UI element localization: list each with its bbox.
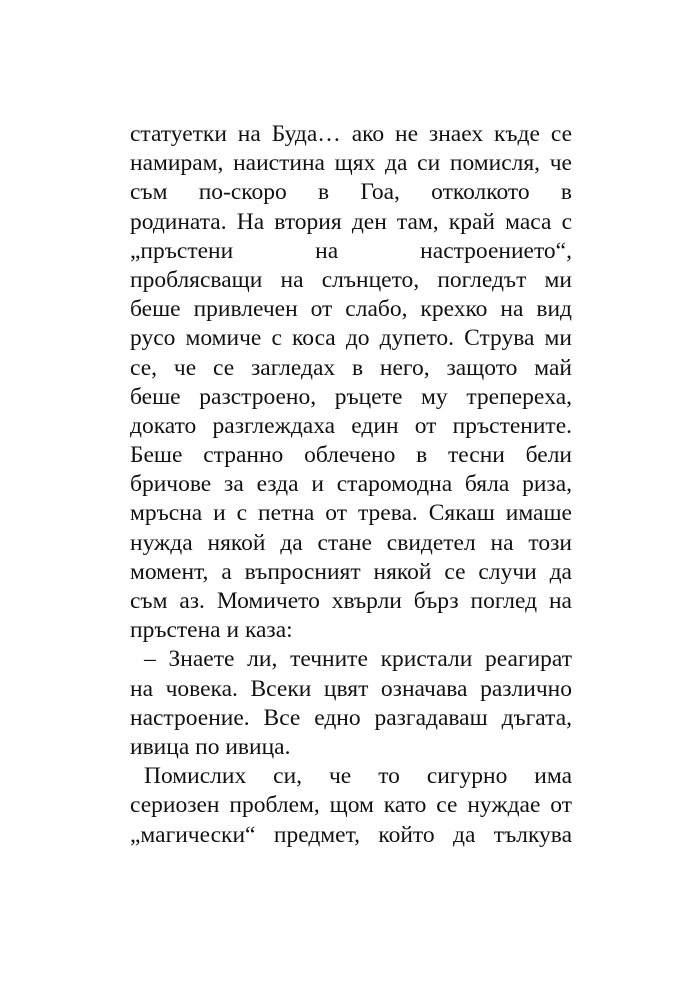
text-line: докато разглеждаха един от пръстените. [130,412,572,439]
text-line: Беше странно облечено в тесни бели [130,442,572,469]
text-line: Помислих си, че то сигурно има [144,763,572,790]
text-line: беше привлечен от слабо, крехко на вид [130,296,572,323]
text-line: съм по-скоро в Гоа, отколкото в [130,179,572,206]
text-line: родината. На втория ден там, край маса с [130,208,572,235]
body-text [130,120,572,850]
text-line: на човека. Всеки цвят означава различно [130,675,572,702]
text-line: момент, а въпросният някой се случи да [130,558,572,585]
text-line: сериозен проблем, щом като се нуждае от [130,792,572,819]
text-line: статуетки на Буда… ако не знаех къде се [130,121,572,147]
text-line: „магически“ предмет, който да тълкува [130,821,572,848]
text-line: русо момиче с коса до дупето. Струва ми [130,325,572,352]
text-line: бричове за езда и старомодна бяла риза, [130,471,572,498]
text-line: проблясващи на слънцето, погледът ми [130,266,572,293]
text-line: намирам, наистина щях да си помисля, че [130,150,572,177]
text-line: – Знаете ли, течните кристали реагират [144,646,572,673]
text-line: съм аз. Момичето хвърли бърз поглед на [130,588,572,614]
text-line: пръстена и каза: [130,617,293,644]
text-line: мръсна и с петна от трева. Сякаш имаше [130,500,572,527]
text-line: настроение. Все едно разгадаваш дъгата, [130,704,572,731]
text-line: нужда някой да стане свидетел на този [130,529,572,556]
text-line: ивица по ивица. [130,733,291,760]
text-line: беше разстроено, ръцете му треперeха, [130,383,572,410]
text-line: „пръстени на настроението“, [130,237,572,264]
text-line: се, че се загледах в него, защото май [130,354,572,381]
